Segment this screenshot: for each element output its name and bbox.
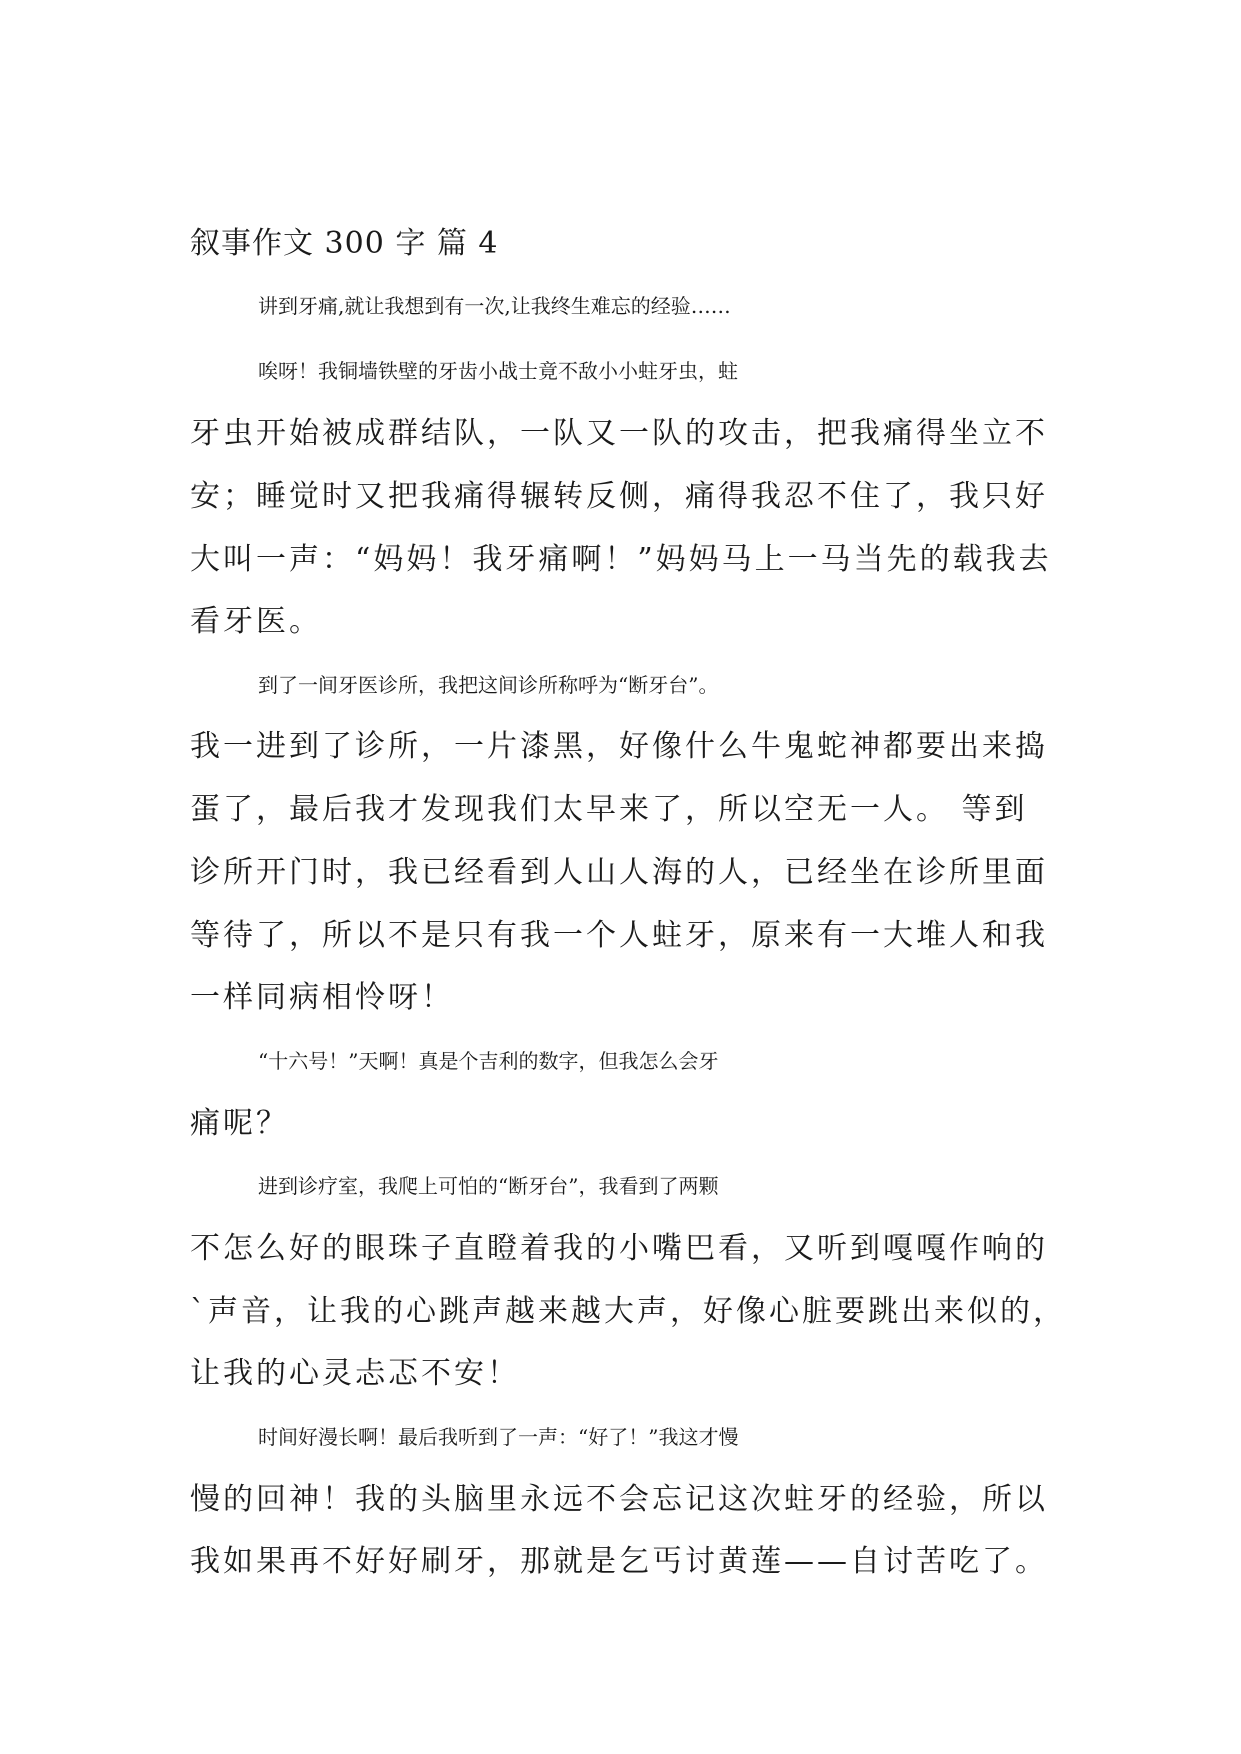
paragraph-4-line-2: 痛呢？	[190, 1106, 289, 1141]
paragraph-2-line-5: 看牙医。	[190, 604, 322, 639]
paragraph-4-line-1: “十六号！”天啊！真是个吉利的数字，但我怎么会牙	[258, 1049, 719, 1073]
paragraph-6-line-1: 时间好漫长啊！最后我听到了一声：“好了！”我这才慢	[258, 1425, 739, 1449]
paragraph-6-line-3: 我如果再不好好刷牙，那就是乞丐讨黄莲——自讨苦吃了。	[190, 1544, 1048, 1579]
paragraph-5-line-3: `声音，让我的心跳声越来越大声，好像心脏要跳出来似的，	[190, 1294, 1066, 1329]
paragraph-3-line-1: 到了一间牙医诊所，我把这间诊所称呼为“断牙台”。	[258, 673, 719, 697]
paragraph-3-line-5: 等待了，所以不是只有我一个人蛀牙，原来有一大堆人和我	[190, 918, 1048, 953]
paragraph-3-line-3: 蛋了，最后我才发现我们太早来了，所以空无一人。 等到	[190, 792, 1028, 827]
essay-title: 叙事作文 300 字 篇 4	[190, 226, 499, 261]
paragraph-6-line-2: 慢的回神！我的头脑里永远不会忘记这次蛀牙的经验，所以	[190, 1482, 1048, 1517]
paragraph-5-line-1: 进到诊疗室，我爬上可怕的“断牙台”，我看到了两颗	[258, 1174, 719, 1198]
paragraph-5-line-4: 让我的心灵忐忑不安！	[190, 1356, 520, 1391]
paragraph-3-line-2: 我一进到了诊所，一片漆黑，好像什么牛鬼蛇神都要出来捣	[190, 729, 1048, 764]
paragraph-1-line-1: 讲到牙痛,就让我想到有一次,让我终生难忘的经验……	[258, 294, 731, 318]
paragraph-2-line-2: 牙虫开始被成群结队，一队又一队的攻击，把我痛得坐立不	[190, 416, 1048, 451]
paragraph-3-line-6: 一样同病相怜呀！	[190, 980, 454, 1015]
paragraph-2-line-4: 大叫一声：“妈妈！我牙痛啊！”妈妈马上一马当先的载我去	[190, 542, 1052, 577]
paragraph-5-line-2: 不怎么好的眼珠子直瞪着我的小嘴巴看，又听到嘎嘎作响的	[190, 1231, 1048, 1266]
paragraph-2-line-3: 安；睡觉时又把我痛得辗转反侧，痛得我忍不住了，我只好	[190, 479, 1048, 514]
paragraph-3-line-4: 诊所开门时，我已经看到人山人海的人，已经坐在诊所里面	[190, 855, 1048, 890]
paragraph-2-line-1: 唉呀！我铜墙铁壁的牙齿小战士竟不敌小小蛀牙虫，蛀	[258, 359, 738, 383]
